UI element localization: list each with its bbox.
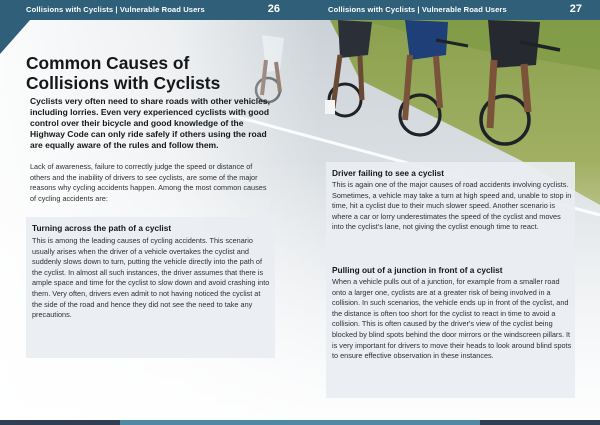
page-header xyxy=(0,0,300,20)
header-title: Collisions with Cyclists | Vulnerable Road Users xyxy=(328,5,507,14)
article-headline: Common Causes of Collisions with Cyclists xyxy=(26,53,221,93)
lead-paragraph: Cyclists very often need to share roads with other vehicles, including lorries. Even very experienced cyclists with good control over their bicycle and good knowledge of the Highway Code can only ride safely if others using the road are equally aware of the rules and follow them. xyxy=(30,96,270,150)
footer-bar-teal xyxy=(120,420,300,425)
page-header xyxy=(300,0,600,20)
page-number: 27 xyxy=(569,3,582,15)
footer-bar-dark xyxy=(0,420,120,425)
right-page xyxy=(300,0,600,425)
section-heading: Driver failing to see a cyclist xyxy=(332,168,445,178)
footer-bar-dark xyxy=(480,420,600,425)
section-heading: Turning across the path of a cyclist xyxy=(32,223,172,233)
footer-bar-teal xyxy=(300,420,480,425)
section-text: This is again one of the major causes of road accidents involving cyclists. Sometimes, a vehicle may take a turn at high speed and, unable to stop in time, hit a cyclist due to their much slower speed. Another scenario is where a car or lorry underestimates the speed of the cyclist and moves into the cyclist's lane, not giving the cyclist enough time to react. xyxy=(332,180,572,232)
header-notch xyxy=(0,20,30,54)
section-text: When a vehicle pulls out of a junction, for example from a smaller road onto a larger one, cyclists are at a greater risk of being involved in a collision. In such scenarios, the vehicle ends up in front of the cyclist, and the distance is often too short for the cyclist to react in time to avoid a collision. This is often caused by the driver's view of the cyclist being blocked by blind spots behind the door mirrors or the windscreen pillars. It is very important for drivers to move their heads to look around blind spots to ensure effective observation in these instances. xyxy=(332,277,572,361)
info-panel-turning xyxy=(26,217,275,358)
header-title: Collisions with Cyclists | Vulnerable Road Users xyxy=(26,5,205,14)
section-heading: Pulling out of a junction in front of a cyclist xyxy=(332,265,503,275)
page-number: 26 xyxy=(267,3,280,15)
info-panel-causes xyxy=(326,162,575,398)
intro-paragraph: Lack of awareness, failure to correctly judge the speed or distance of others and the inability of drivers to see cyclists, are some of the major reasons why cycling accidents happen. Among the most common causes of cycling accidents are: xyxy=(30,162,267,203)
section-text: This is among the leading causes of cycling accidents. This scenario usually arises when the driver of a vehicle overtakes the cyclist and suddenly slows down to turn, putting the vehicle directly into the path of the cyclist. In almost all such instances, the driver assumes that there is ample space and time for the cyclist to slow down and avoid crashing into them. Very often, drivers even admit to not having noticed the cyclist at the side of the road and hence they did not see the need to take any precautions. xyxy=(32,236,270,320)
